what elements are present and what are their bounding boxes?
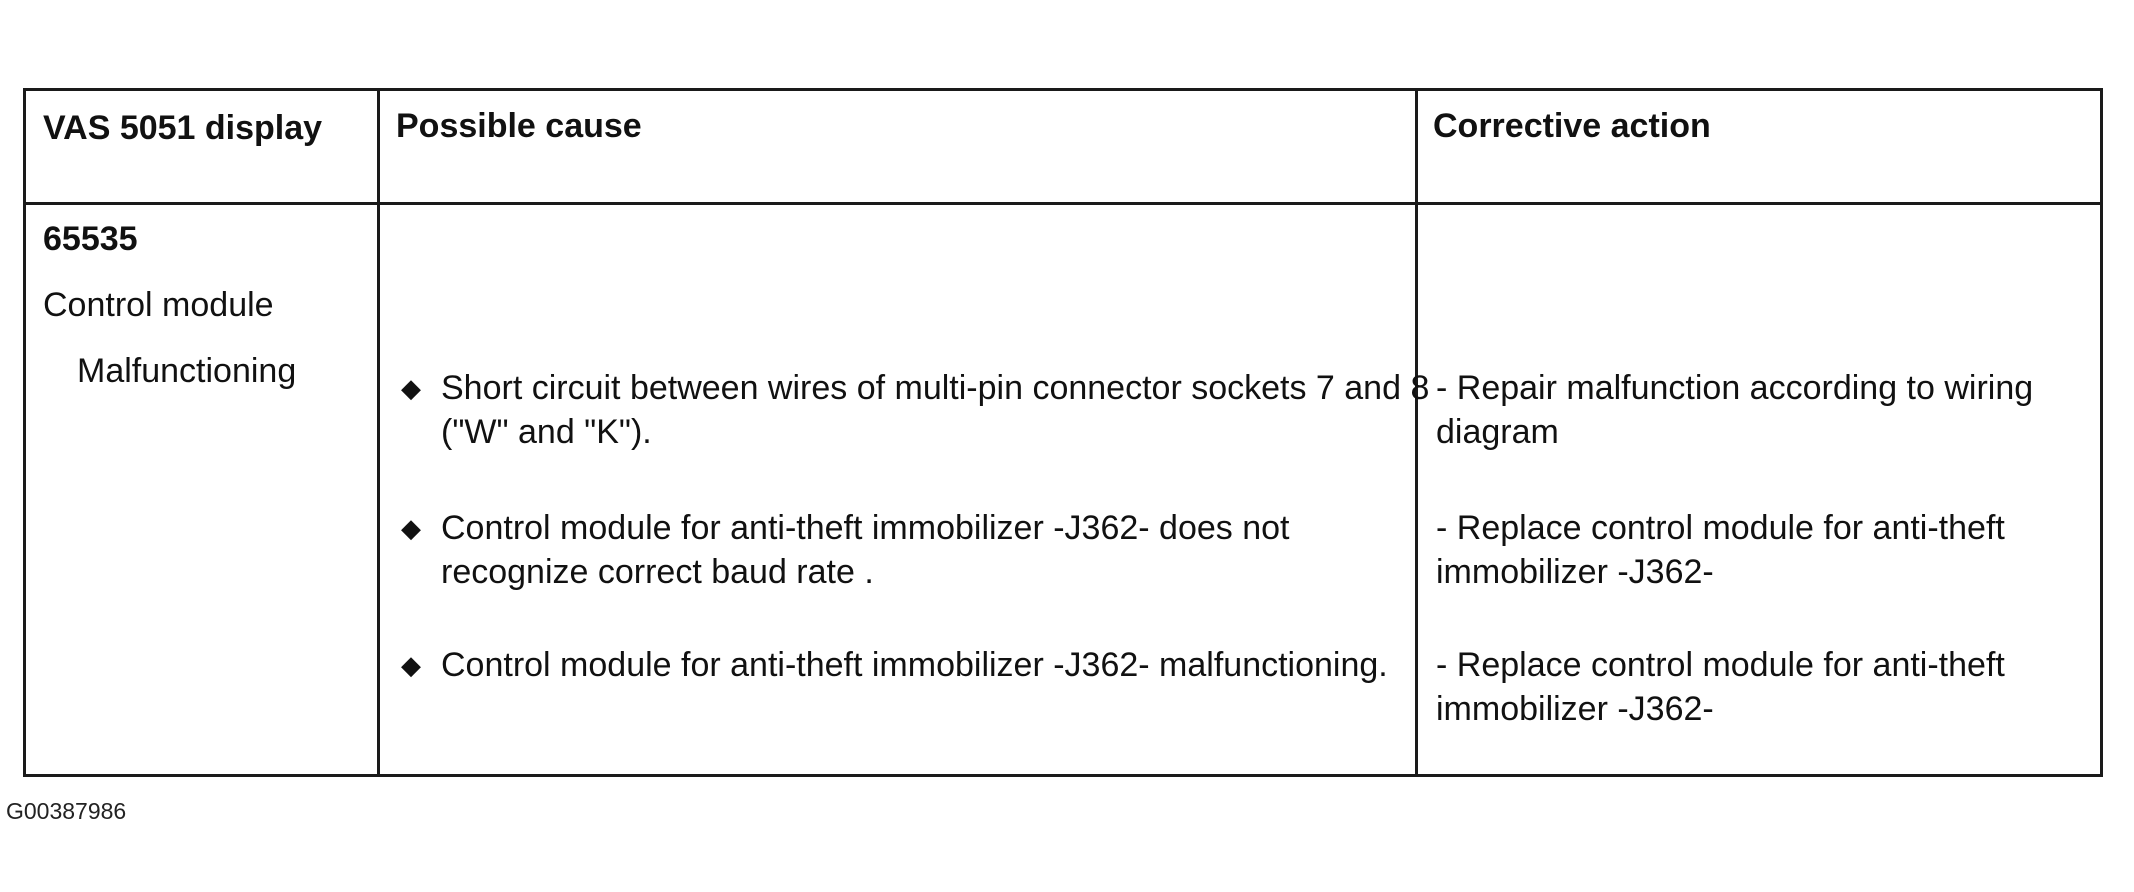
display-line-2: Malfunctioning: [77, 352, 297, 390]
cause-column: [401, 91, 1430, 774]
figure-id: G00387986: [6, 798, 127, 824]
diamond-icon: ◆: [401, 650, 421, 680]
action-text: - Replace control module for anti-theft immobilizer -J362-: [1436, 509, 2005, 591]
cause-text: Control module for anti-theft immobilizer -J362- does not recognize correct baud rate .: [441, 509, 1290, 591]
display-line-1: Control module: [43, 286, 274, 324]
action-text: - Repair malfunction according to wiring diagram: [1436, 369, 2034, 451]
diamond-icon: ◆: [401, 513, 421, 543]
header-display: VAS 5051 display: [43, 109, 323, 147]
column-divider: [377, 91, 380, 774]
action-text: - Replace control module for anti-theft immobilizer -J362-: [1436, 646, 2005, 728]
action-column: [1436, 91, 2106, 774]
cause-text: Control module for anti-theft immobilizer -J362- malfunctioning.: [441, 646, 1388, 684]
cause-text: Short circuit between wires of multi-pin connector sockets 7 and 8 ("W" and "K").: [441, 369, 1430, 451]
header-corrective-action: Corrective action: [1433, 107, 1711, 145]
display-code: 65535: [43, 220, 138, 258]
diagnosis-table: [23, 88, 2103, 777]
diamond-icon: ◆: [401, 373, 421, 403]
header-possible-cause: Possible cause: [396, 107, 642, 145]
